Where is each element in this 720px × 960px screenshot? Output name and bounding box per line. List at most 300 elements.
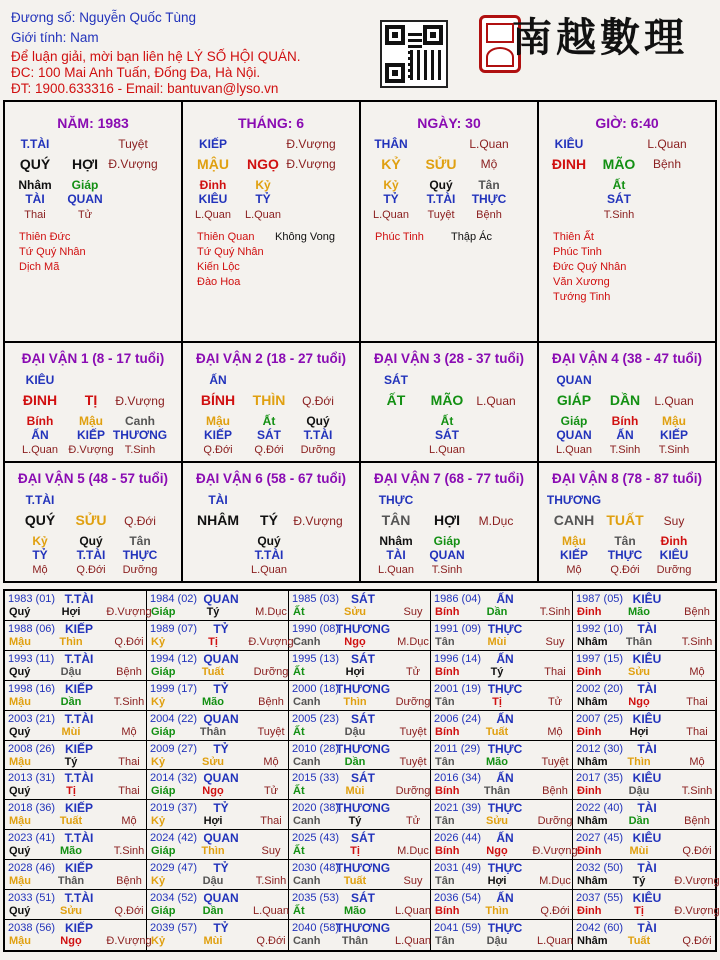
dai-van-stem: BÍNH	[200, 392, 236, 408]
year-branch: Dần	[202, 905, 224, 918]
branch-status: Bệnh	[652, 157, 682, 171]
year-cell	[5, 741, 147, 771]
dai-van-god: ẤN	[209, 373, 227, 387]
year-stem: Ất	[293, 606, 305, 618]
year-stem: Kỷ	[151, 815, 166, 828]
hidden-stem: Ất	[440, 414, 454, 428]
year-stem: Quý	[9, 785, 31, 798]
year-cell	[573, 770, 715, 800]
year-cell	[147, 830, 289, 860]
year-branch: Thìn	[343, 695, 367, 708]
year-god: ẤN	[496, 711, 514, 726]
star-item: Đào Hoa	[197, 276, 241, 288]
year-status: Tuyệt	[399, 755, 427, 768]
year-branch: Sửu	[201, 755, 225, 768]
branch-status: Đ.Vượng	[286, 157, 336, 171]
dai-van-stem: GIÁP	[556, 392, 592, 408]
year-label: 1993 (11)	[8, 652, 55, 665]
hidden-stem: Nhâm	[379, 534, 413, 548]
special-stars-left	[375, 230, 424, 245]
year-stem: Kỷ	[151, 755, 166, 768]
star-item: Tứ Quý Nhân	[197, 246, 264, 258]
year-status: Tử	[547, 695, 563, 708]
year-label: 1991 (09)	[434, 622, 482, 635]
year-god: TÀI	[637, 801, 657, 816]
hidden-status: L.Quan	[250, 564, 288, 576]
pillar-title: THÁNG: 6	[237, 115, 305, 131]
heavenly-stem: ĐINH	[551, 156, 587, 172]
year-status: Bệnh	[684, 815, 710, 828]
year-branch: Hợi	[487, 875, 507, 888]
year-god: SÁT	[351, 831, 375, 846]
dai-van-title: ĐẠI VẬN 8 (78 - 87 tuổi)	[551, 471, 703, 486]
year-stem: Tân	[435, 815, 455, 828]
dai-van-cell-6	[183, 463, 361, 581]
branch-status: Đ.Vượng	[108, 157, 158, 171]
year-cell	[573, 591, 715, 621]
year-branch: Thân	[625, 635, 653, 648]
year-stem: Giáp	[151, 725, 176, 738]
year-god: THƯƠNG	[335, 621, 391, 636]
year-stem: Ất	[293, 785, 305, 798]
year-status: Dưỡng	[395, 785, 431, 798]
pillar-title: NGÀY: 30	[417, 115, 481, 131]
year-branch: Tuất	[343, 875, 367, 888]
year-status: L.Quan	[394, 905, 432, 918]
year-branch: Mão	[60, 845, 82, 858]
year-cell	[573, 651, 715, 681]
special-stars-left	[19, 230, 86, 275]
dai-van-title: ĐẠI VẬN 7 (68 - 77 tuổi)	[373, 471, 525, 486]
year-stem: Tân	[435, 635, 455, 648]
hidden-god: THỰC	[471, 192, 507, 206]
year-label: 2004 (22)	[150, 712, 198, 725]
year-stem: Quý	[9, 905, 31, 918]
year-stem: Nhâm	[577, 935, 608, 948]
year-branch: Hợi	[629, 725, 649, 738]
year-cell	[431, 800, 573, 830]
year-label: 2040 (58)	[292, 922, 340, 935]
hidden-stem: Canh	[125, 414, 155, 428]
year-branch: Tị	[208, 635, 218, 648]
special-stars-right	[451, 230, 492, 245]
dai-van-god: THƯƠNG	[546, 493, 602, 507]
year-god: TÀI	[637, 921, 657, 936]
hidden-stem: Quý	[79, 534, 103, 548]
hidden-god: QUAN	[429, 548, 465, 562]
year-status: T.Sinh	[113, 845, 145, 858]
year-god: KIẾP	[64, 621, 94, 636]
year-status: M.Dục	[397, 845, 429, 858]
year-status: Mộ	[689, 755, 705, 768]
year-label: 2034 (52)	[150, 892, 198, 905]
year-cell	[573, 860, 720, 890]
year-god: KIÊU	[632, 891, 662, 906]
year-cell	[147, 741, 289, 771]
year-status: Suy	[545, 635, 565, 648]
year-status: M.Dục	[255, 606, 287, 618]
hidden-god: KIẾP	[76, 428, 106, 442]
name-value: Nguyễn Quốc Tùng	[79, 10, 197, 25]
year-branch: Mùi	[487, 635, 507, 648]
year-cell	[5, 591, 152, 621]
year-stem: Canh	[293, 695, 321, 708]
year-branch: Thìn	[201, 845, 225, 858]
hidden-status: Q.Đới	[203, 444, 233, 456]
earthly-branch: NGỌ	[247, 156, 279, 172]
year-status: Thai	[686, 695, 708, 708]
pillar-left-god: KIÊU	[554, 137, 584, 151]
year-god: ẤN	[496, 651, 514, 666]
star-item: Không Vong	[275, 231, 335, 243]
hidden-status: L.Quan	[244, 209, 282, 221]
year-god: TÀI	[637, 741, 657, 756]
pillar-2	[361, 102, 539, 341]
year-label: 1990 (08)	[292, 622, 340, 635]
year-god: TỶ	[213, 681, 229, 696]
year-god: THỰC	[487, 921, 523, 936]
year-cell	[289, 890, 431, 920]
special-stars-right	[275, 230, 335, 245]
year-god: ẤN	[496, 831, 514, 846]
hidden-status: Bệnh	[476, 209, 502, 221]
year-branch: Ngọ	[344, 635, 366, 648]
hidden-stem: Tân	[129, 534, 151, 548]
hidden-stem: Ất	[262, 414, 276, 428]
year-cell	[5, 651, 147, 681]
hidden-stem: Tân	[614, 534, 636, 548]
star-item: Tướng Tinh	[553, 291, 611, 303]
year-branch: Tý	[206, 606, 220, 618]
star-item: Tứ Quý Nhân	[19, 246, 86, 258]
year-cell	[147, 770, 289, 800]
pillar-right-status: L.Quan	[647, 137, 687, 151]
year-branch: Tý	[490, 665, 504, 678]
hidden-god: THỰC	[122, 548, 158, 562]
hidden-god: KIẾP	[203, 428, 233, 442]
year-branch: Hợi	[345, 665, 365, 678]
year-label: 2003 (21)	[8, 712, 56, 725]
year-branch: Thìn	[627, 755, 651, 768]
year-status: T.Sinh	[255, 875, 287, 888]
year-god: THƯƠNG	[335, 861, 391, 876]
special-stars-left	[197, 230, 264, 290]
year-status: Tuyệt	[541, 755, 569, 768]
dai-van-row-1	[3, 343, 717, 463]
year-god: T.TÀI	[64, 711, 94, 726]
dai-van-stem: ĐINH	[22, 392, 58, 408]
dai-van-branch: TÝ	[260, 512, 278, 528]
year-label: 2012 (30)	[576, 742, 624, 755]
year-branch: Dần	[628, 815, 650, 828]
year-branch: Tị	[66, 785, 76, 798]
year-stem: Ất	[293, 725, 305, 738]
star-item: Kiến Lộc	[197, 261, 240, 273]
year-cell	[289, 711, 431, 741]
dai-van-branch: MÃO	[430, 392, 464, 408]
year-label: 1996 (14)	[434, 652, 482, 665]
year-label: 2038 (56)	[8, 922, 56, 935]
year-stem: Bính	[435, 725, 460, 738]
dai-van-god: TÀI	[208, 493, 228, 507]
hidden-god: TỶ	[255, 192, 271, 206]
year-stem: Giáp	[151, 905, 176, 918]
year-stem: Kỷ	[151, 695, 166, 708]
dai-van-cell-7	[361, 463, 539, 581]
year-label: 2006 (24)	[434, 712, 482, 725]
year-branch: Dậu	[344, 725, 366, 738]
hidden-god: THƯƠNG	[112, 428, 168, 442]
year-stem: Quý	[9, 845, 31, 858]
year-label: 1986 (04)	[434, 593, 482, 605]
hidden-stem: Đinh	[660, 534, 688, 548]
hidden-status: T.Sinh	[431, 564, 463, 576]
dai-van-cell-8	[539, 463, 715, 581]
year-stem: Canh	[293, 935, 321, 948]
year-status: Mộ	[263, 755, 279, 768]
hidden-stem: Kỷ	[255, 178, 271, 192]
year-status: Tử	[405, 815, 421, 828]
dai-van-god: THỰC	[378, 493, 414, 507]
year-status: Suy	[403, 606, 423, 618]
year-god: T.TÀI	[64, 592, 94, 606]
year-cell	[289, 770, 431, 800]
hidden-status: L.Quan	[21, 444, 59, 456]
phone-email-line: ĐT: 1900.633316 - Email: bantuvan@lyso.vn	[11, 81, 279, 96]
year-label: 2037 (55)	[576, 892, 624, 905]
year-stem: Đinh	[577, 665, 602, 678]
year-cell	[431, 770, 573, 800]
hidden-god: ẤN	[31, 428, 49, 442]
dai-van-branch: TUẤT	[606, 512, 644, 528]
pillar-right-status: Đ.Vượng	[286, 137, 336, 151]
year-branch: Dần	[344, 755, 366, 768]
year-label: 2042 (60)	[576, 922, 624, 935]
year-status: Đ.Vượng	[674, 875, 720, 888]
hidden-status: L.Quan	[555, 444, 593, 456]
year-status: Bệnh	[116, 665, 142, 678]
hidden-status: T.Sinh	[658, 444, 690, 456]
year-status: Dưỡng	[537, 815, 573, 828]
hidden-stem: Ất	[612, 178, 626, 192]
star-item: Thập Ác	[451, 231, 492, 243]
year-status: Đ.Vượng	[106, 606, 152, 618]
year-god: T.TÀI	[64, 891, 94, 906]
year-branch: Tuất	[201, 665, 225, 678]
year-branch: Thân	[483, 785, 511, 798]
dai-van-status: L.Quan	[476, 394, 516, 408]
year-label: 2009 (27)	[150, 742, 198, 755]
year-status: Suy	[261, 845, 281, 858]
year-god: SÁT	[351, 592, 375, 606]
year-god: KIẾP	[64, 681, 94, 696]
year-status: Dưỡng	[253, 665, 289, 678]
year-branch: Tuất	[485, 725, 509, 738]
year-cell	[289, 651, 431, 681]
year-cell	[147, 651, 289, 681]
year-label: 1995 (13)	[292, 652, 340, 665]
star-item: Thiên Đức	[19, 231, 71, 243]
year-status: Q.Đới	[540, 905, 570, 918]
year-god: QUAN	[203, 831, 239, 846]
hidden-stem: Mậu	[79, 414, 103, 428]
year-branch: Tị	[492, 695, 502, 708]
year-stem: Canh	[293, 875, 321, 888]
year-branch: Hợi	[203, 815, 223, 828]
year-god: THƯƠNG	[335, 801, 391, 816]
year-god: TỶ	[213, 921, 229, 936]
year-label: 2035 (53)	[292, 892, 340, 905]
year-label: 1999 (17)	[150, 682, 198, 695]
pillar-0	[5, 102, 183, 341]
dai-van-title: ĐẠI VẬN 1 (8 - 17 tuổi)	[21, 351, 165, 366]
hidden-status: Đ.Vượng	[68, 444, 114, 456]
yearly-luck-grid	[3, 589, 720, 952]
year-stem: Giáp	[151, 606, 176, 618]
dai-van-stem: CANH	[553, 512, 595, 528]
year-branch: Mùi	[61, 725, 81, 738]
year-branch: Mão	[202, 695, 224, 708]
dai-van-cell-1	[5, 343, 183, 461]
year-branch: Tý	[632, 875, 646, 888]
year-god: SÁT	[351, 771, 375, 786]
year-stem: Nhâm	[577, 875, 608, 888]
special-stars-left	[553, 230, 626, 305]
year-status: T.Sinh	[539, 606, 571, 618]
hidden-stem: Kỷ	[32, 534, 48, 548]
dai-van-title: ĐẠI VẬN 2 (18 - 27 tuổi)	[195, 351, 347, 366]
year-branch: Thân	[341, 935, 369, 948]
year-label: 2017 (35)	[576, 772, 624, 785]
year-status: Mộ	[121, 815, 137, 828]
year-label: 2041 (59)	[434, 922, 482, 935]
hidden-god: KIÊU	[198, 192, 228, 206]
year-status: Q.Đới	[114, 905, 144, 918]
year-branch: Ngọ	[486, 845, 508, 858]
year-cell	[431, 621, 573, 651]
year-status: T.Sinh	[113, 695, 145, 708]
dai-van-title: ĐẠI VẬN 5 (48 - 57 tuổi)	[17, 471, 169, 486]
year-god: QUAN	[203, 771, 239, 786]
year-cell	[573, 711, 715, 741]
year-branch: Dần	[60, 695, 82, 708]
dai-van-branch: TỊ	[84, 392, 98, 408]
year-label: 2008 (26)	[8, 742, 56, 755]
year-cell	[573, 681, 715, 711]
year-cell	[5, 681, 147, 711]
hidden-stem: Kỷ	[383, 178, 399, 192]
year-stem: Tân	[435, 755, 455, 768]
hidden-stem: Bính	[26, 414, 54, 428]
year-stem: Mậu	[9, 935, 31, 948]
dai-van-status: Q.Đới	[124, 514, 156, 528]
year-branch: Dậu	[486, 935, 508, 948]
year-label: 2007 (25)	[576, 712, 624, 725]
year-branch: Tý	[348, 815, 362, 828]
dai-van-cell-5	[5, 463, 183, 581]
year-branch: Sửu	[343, 606, 367, 618]
year-label: 2026 (44)	[434, 832, 482, 845]
year-cell	[289, 741, 431, 771]
year-status: L.Quan	[252, 905, 290, 918]
year-status: Thai	[544, 665, 566, 678]
year-god: T.TÀI	[64, 771, 94, 786]
year-stem: Tân	[435, 935, 455, 948]
year-label: 1988 (06)	[8, 622, 56, 635]
year-cell	[289, 621, 431, 651]
year-status: Suy	[403, 875, 423, 888]
dai-van-branch: DẦN	[609, 392, 641, 408]
star-item: Phúc Tinh	[375, 231, 424, 243]
year-status: Tử	[263, 785, 279, 798]
year-stem: Nhâm	[577, 755, 608, 768]
year-stem: Canh	[293, 635, 321, 648]
dai-van-status: Đ.Vượng	[115, 394, 165, 408]
dai-van-status: Đ.Vượng	[293, 514, 343, 528]
year-god: QUAN	[203, 651, 239, 666]
year-god: THƯƠNG	[335, 741, 391, 756]
year-stem: Mậu	[9, 875, 31, 888]
hidden-god: KIẾP	[559, 548, 589, 562]
heavenly-stem: QUÝ	[19, 156, 51, 172]
year-god: ẤN	[496, 592, 514, 606]
year-stem: Bính	[435, 785, 460, 798]
year-cell	[289, 920, 431, 950]
year-cell	[431, 741, 573, 771]
year-god: SÁT	[351, 891, 375, 906]
heavenly-stem: MẬU	[197, 156, 229, 172]
year-god: SÁT	[351, 651, 375, 666]
year-label: 1985 (03)	[292, 593, 340, 605]
year-branch: Tý	[64, 755, 78, 768]
year-god: TỶ	[213, 861, 229, 876]
year-god: THỰC	[487, 801, 523, 816]
earthly-branch: SỬU	[425, 156, 457, 172]
hidden-god: T.TÀI	[426, 192, 456, 206]
star-item: Đức Quý Nhân	[553, 261, 627, 273]
pillar-left-god: THÂN	[374, 137, 408, 151]
dai-van-status: Suy	[663, 514, 685, 528]
hidden-stem: Giáp	[560, 414, 588, 428]
dai-van-status: M.Dục	[478, 514, 514, 528]
year-god: T.TÀI	[64, 651, 94, 666]
year-cell	[5, 800, 147, 830]
year-stem: Ất	[293, 665, 305, 678]
year-branch: Ngọ	[628, 695, 650, 708]
hidden-stem: Bính	[611, 414, 639, 428]
year-stem: Giáp	[151, 785, 176, 798]
year-god: KIÊU	[632, 771, 662, 786]
person-name-line	[11, 9, 196, 26]
pillar-3	[539, 102, 715, 341]
year-stem: Kỷ	[151, 875, 166, 888]
year-cell	[147, 920, 289, 950]
year-cell	[147, 711, 289, 741]
year-stem: Đinh	[577, 905, 602, 918]
star-item: Dịch Mã	[19, 261, 60, 273]
year-label: 1998 (16)	[8, 682, 56, 695]
year-god: TỶ	[213, 741, 229, 756]
year-stem: Quý	[9, 725, 31, 738]
year-status: Q.Đới	[114, 635, 144, 648]
year-status: Thai	[118, 785, 140, 798]
dai-van-stem: ẤT	[386, 392, 406, 408]
year-cell	[289, 681, 431, 711]
year-status: Mộ	[547, 725, 563, 738]
hidden-status: Mộ	[566, 564, 582, 576]
year-branch: Thìn	[485, 905, 509, 918]
hidden-stem: Mậu	[206, 414, 230, 428]
